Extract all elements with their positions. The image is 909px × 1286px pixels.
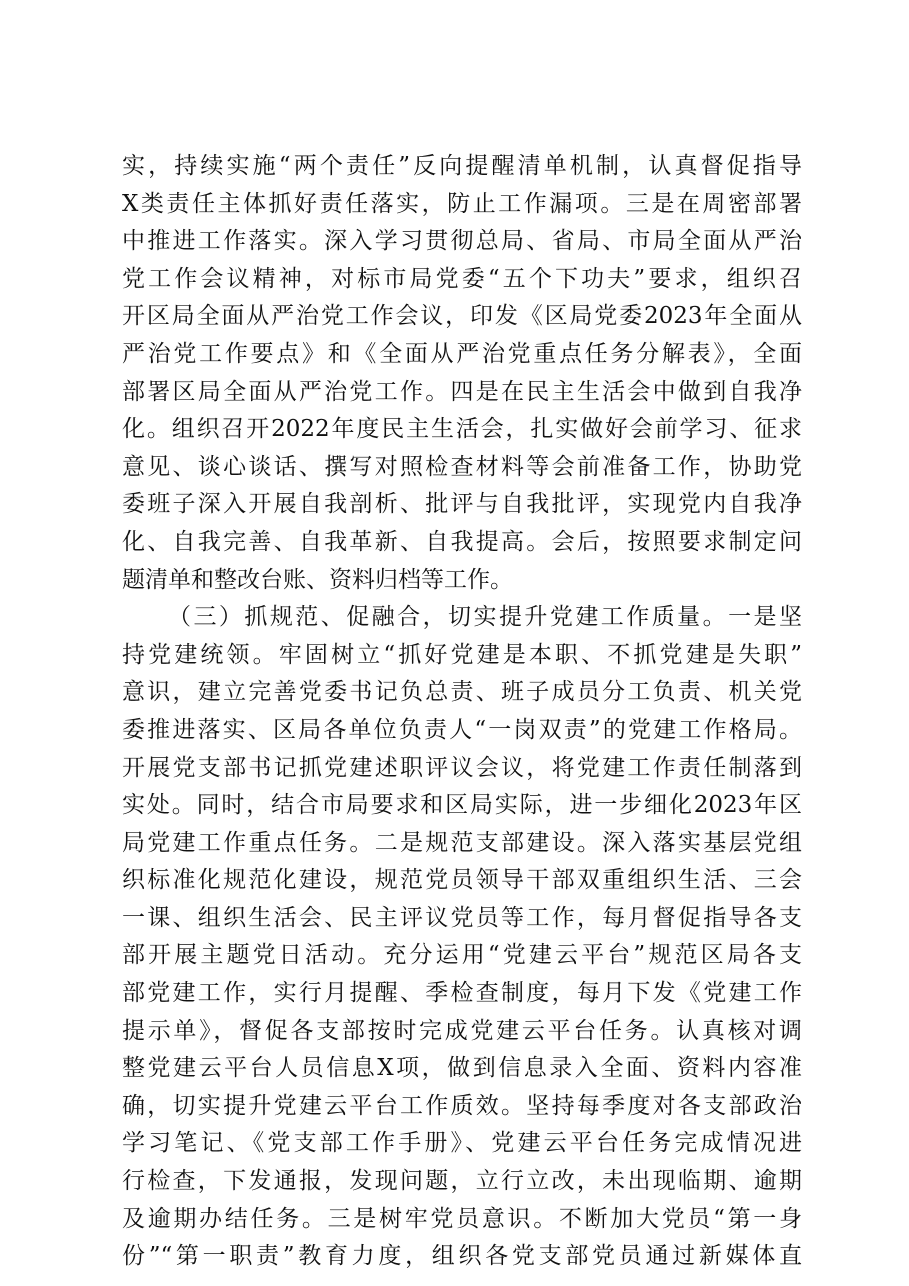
text-line-15: 意识，建立完善党委书记负总责、班子成员分工负责、机关党 bbox=[122, 679, 802, 706]
text-line-1: 实，持续实施“两个责任”反向提醒清单机制，认真督促指导 bbox=[122, 153, 802, 179]
text-line-20: 织标准化规范化建设，规范党员领导干部双重组织生活、三会 bbox=[122, 867, 802, 894]
body-text bbox=[122, 148, 802, 1276]
text-line-2: X类责任主体抓好责任落实，防止工作漏项。三是在周密部署 bbox=[122, 190, 802, 217]
text-line-13: （三）抓规范、促融合，切实提升党建工作质量。一是坚 bbox=[168, 604, 802, 631]
text-line-3: 中推进工作落实。深入学习贯彻总局、省局、市局全面从严治 bbox=[122, 228, 802, 255]
text-line-21: 一课、组织生活会、民主评议党员等工作，每月督促指导各支 bbox=[122, 904, 802, 931]
text-line-27: 学习笔记、《党支部工作手册》、党建云平台任务完成情况进 bbox=[122, 1130, 802, 1157]
text-line-11: 化、自我完善、自我革新、自我提高。会后，按照要求制定问 bbox=[122, 528, 802, 555]
text-line-26: 确，切实提升党建云平台工作质效。坚持每季度对各支部政治 bbox=[122, 1092, 802, 1119]
text-line-23: 部党建工作，实行月提醒、季检查制度，每月下发《党建工作 bbox=[122, 980, 802, 1007]
text-line-10: 委班子深入开展自我剖析、批评与自我批评，实现党内自我净 bbox=[122, 491, 802, 518]
text-line-6: 严治党工作要点》和《全面从严治党重点任务分解表》，全面 bbox=[122, 340, 802, 367]
text-line-30: 份”“第一职责”教育力度，组织各党支部党员通过新媒体直 bbox=[122, 1243, 802, 1270]
text-line-7: 部署区局全面从严治党工作。四是在民主生活会中做到自我净 bbox=[122, 378, 802, 405]
text-line-17: 开展党支部书记抓党建述职评议会议，将党建工作责任制落到 bbox=[122, 754, 802, 781]
text-line-8: 化。组织召开2022年度民主生活会，扎实做好会前学习、征求 bbox=[122, 416, 802, 443]
text-line-18: 实处。同时，结合市局要求和区局实际，进一步细化2023年区 bbox=[122, 792, 802, 819]
text-line-14: 持党建统领。牢固树立“抓好党建是本职、不抓党建是失职” bbox=[122, 641, 802, 668]
text-line-19: 局党建工作重点任务。二是规范支部建设。深入落实基层党组 bbox=[122, 829, 802, 856]
text-line-29: 及逾期办结任务。三是树牢党员意识。不断加大党员“第一身 bbox=[122, 1205, 802, 1232]
text-line-28: 行检查，下发通报，发现问题，立行立改，未出现临期、逾期 bbox=[122, 1168, 802, 1195]
text-line-22: 部开展主题党日活动。充分运用“党建云平台”规范区局各支 bbox=[122, 942, 802, 969]
text-line-9: 意见、谈心谈话、撰写对照检查材料等会前准备工作，协助党 bbox=[122, 453, 802, 480]
text-line-5: 开区局全面从严治党工作会议，印发《区局党委2023年全面从 bbox=[122, 303, 802, 330]
text-line-16: 委推进落实、区局各单位负责人“一岗双责”的党建工作格局。 bbox=[122, 716, 802, 743]
text-line-25: 整党建云平台人员信息X项，做到信息录入全面、资料内容准 bbox=[122, 1055, 802, 1082]
text-line-4: 党工作会议精神，对标市局党委“五个下功夫”要求，组织召 bbox=[122, 265, 802, 292]
text-line-24: 提示单》，督促各支部按时完成党建云平台任务。认真核对调 bbox=[122, 1017, 802, 1044]
text-line-12: 题清单和整改台账、资料归档等工作。 bbox=[122, 566, 513, 593]
